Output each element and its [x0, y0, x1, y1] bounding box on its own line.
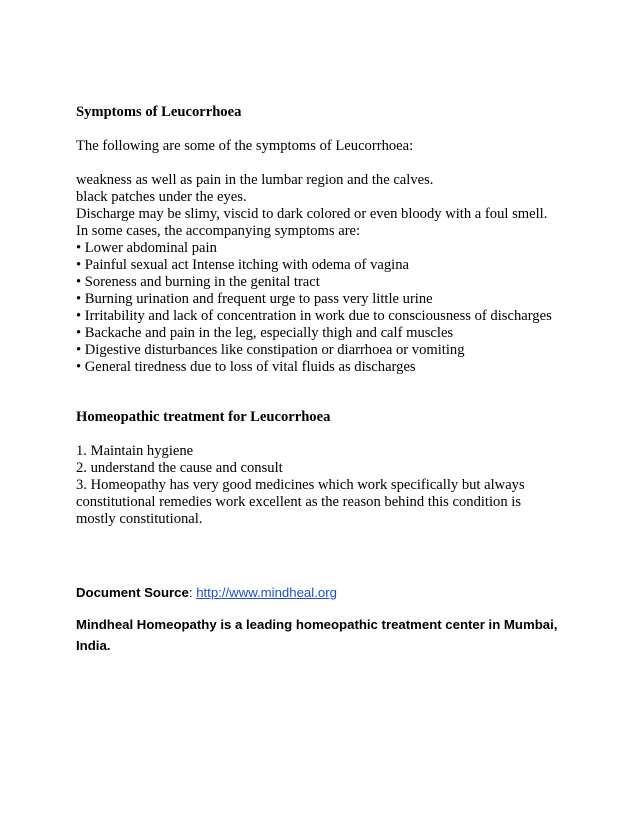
source-link[interactable]: http://www.mindheal.org — [196, 585, 337, 600]
symptom-line: Discharge may be slimy, viscid to dark colored or even bloody with a foul smell. — [76, 206, 548, 222]
symptom-line: • General tiredness due to loss of vital fluids as discharges — [76, 359, 416, 375]
source-label: Document Source — [76, 585, 189, 600]
symptom-line: • Painful sexual act Intense itching with odema of vagina — [76, 257, 409, 273]
source-separator: : — [188, 585, 197, 600]
symptom-line: In some cases, the accompanying symptoms are: — [76, 223, 361, 239]
document-body — [76, 104, 616, 528]
document-source — [76, 582, 337, 603]
symptom-line: • Burning urination and frequent urge to pass very little urine — [76, 291, 433, 307]
symptom-line: • Backache and pain in the leg, especially thigh and calf muscles — [76, 325, 454, 341]
treatment-item: 2. understand the cause and consult — [76, 460, 283, 476]
treatment-list — [76, 443, 616, 528]
about-text: Mindheal Homeopathy is a leading homeopathic treatment center in Mumbai, India. — [76, 617, 558, 653]
symptom-line: • Digestive disturbances like constipation or diarrhoea or vomiting — [76, 342, 465, 358]
symptoms-intro: The following are some of the symptoms of Leucorrhoea: — [76, 138, 414, 154]
symptom-line: • Irritability and lack of concentration in work due to consciousness of discharges — [76, 308, 552, 324]
treatment-item: 1. Maintain hygiene — [76, 443, 194, 459]
treatment-item: 3. Homeopathy has very good medicines which work specifically but always constitutional remedies work excellent as the reason behind this condition is mostly constitutional. — [76, 477, 525, 527]
symptoms-heading: Symptoms of Leucorrhoea — [76, 104, 242, 120]
symptom-line: weakness as well as pain in the lumbar region and the calves. — [76, 172, 434, 188]
symptom-line: • Lower abdominal pain — [76, 240, 217, 256]
symptom-line: • Soreness and burning in the genital tract — [76, 274, 320, 290]
treatment-heading: Homeopathic treatment for Leucorrhoea — [76, 409, 331, 425]
symptoms-list — [76, 172, 616, 376]
symptom-line: black patches under the eyes. — [76, 189, 247, 205]
